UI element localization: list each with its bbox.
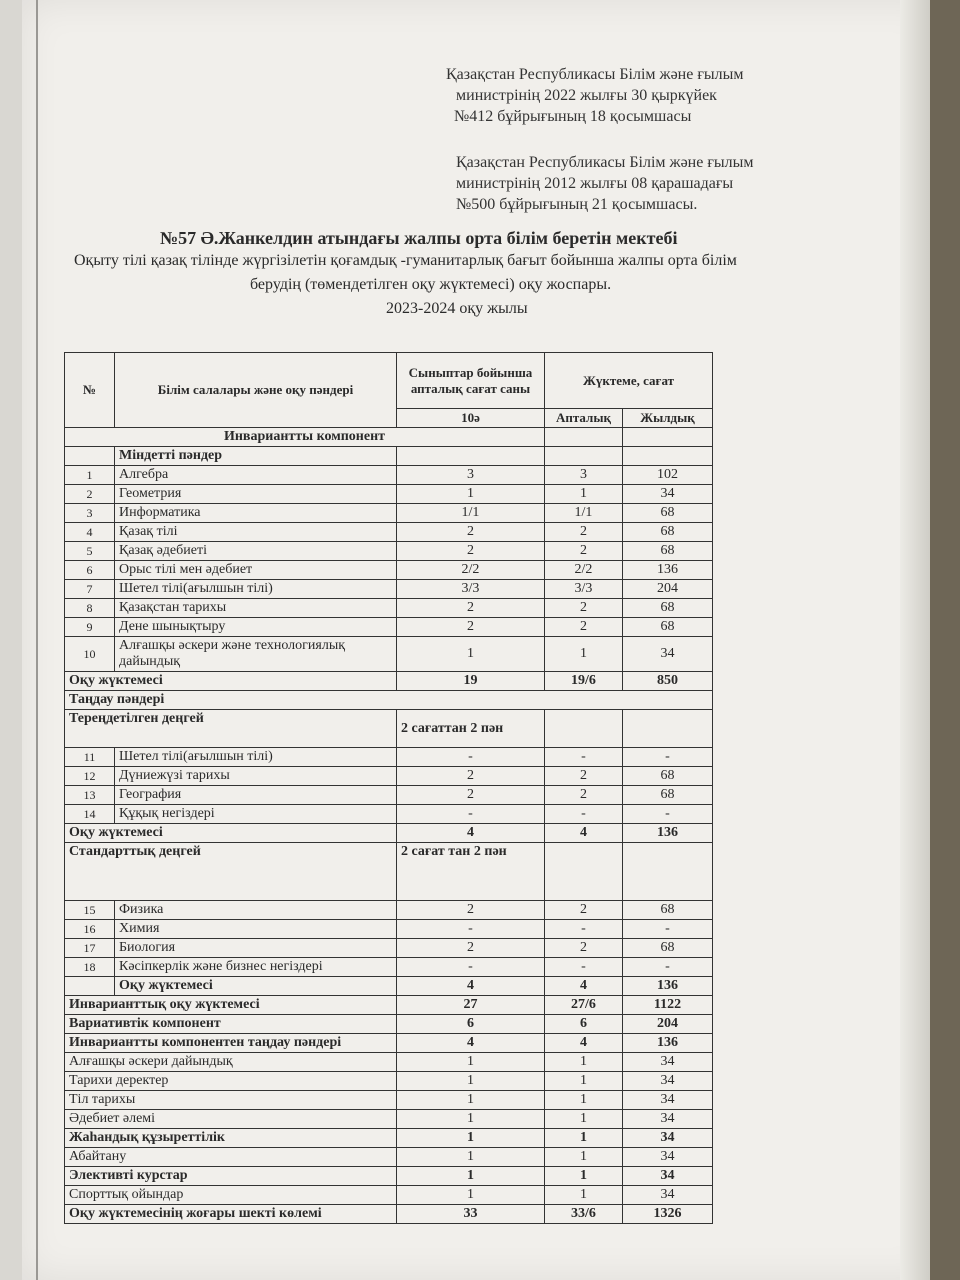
yearly-hours: 34 <box>623 1053 713 1072</box>
table-header-row <box>65 353 713 409</box>
load-row <box>65 977 713 996</box>
weekly-hours-by-class: 1 <box>397 1148 545 1167</box>
weekly-hours: 1 <box>545 1091 623 1110</box>
yearly-hours: 68 <box>623 901 713 920</box>
yearly-hours: 136 <box>623 1034 713 1053</box>
weekly-hours-by-class: 2/2 <box>397 561 545 580</box>
weekly-hours: 1/1 <box>545 504 623 523</box>
col-header-load: Жүктеме, сағат <box>545 353 713 409</box>
row-number: 17 <box>65 939 115 958</box>
section-row <box>65 691 713 710</box>
yearly-hours: 102 <box>623 466 713 485</box>
yearly-hours: 34 <box>623 485 713 504</box>
subject-name: Шетел тілі(ағылшын тілі) <box>115 748 397 767</box>
weekly-hours: 2 <box>545 767 623 786</box>
col-header-number: № <box>65 353 115 428</box>
summary-row <box>65 996 713 1015</box>
weekly-hours-by-class: - <box>397 958 545 977</box>
yearly-hours: 68 <box>623 504 713 523</box>
summary-label: Жаһандық құзыреттілік <box>65 1129 397 1148</box>
weekly-hours-by-class: 1 <box>397 1186 545 1205</box>
weekly-hours-by-class: 2 <box>397 901 545 920</box>
weekly-hours: - <box>545 958 623 977</box>
table-row <box>65 805 713 824</box>
standard-level-note: 2 сағат тан 2 пән <box>397 843 545 901</box>
class-label: 10ә <box>397 409 545 428</box>
table-row <box>65 485 713 504</box>
standard-level-heading: Стандарттық деңгей <box>65 843 397 901</box>
table-row <box>65 637 713 672</box>
weekly-hours: 2 <box>545 939 623 958</box>
yearly-hours: 68 <box>623 786 713 805</box>
summary-row <box>65 1072 713 1091</box>
plan-subtitle-line1: Оқыту тілі қазақ тілінде жүргізілетін қоғамдық -гуманитарлық бағыт бойынша жалпы орта білім <box>74 252 737 269</box>
summary-row <box>65 1053 713 1072</box>
order-line: Қазақстан Республикасы Білім және ғылым <box>456 154 754 171</box>
subject-name: Қазақ әдебиеті <box>115 542 397 561</box>
row-number: 1 <box>65 466 115 485</box>
col-header-weekly: Апталық <box>545 409 623 428</box>
load-weekly-by-class: 19 <box>397 672 545 691</box>
weekly-hours: 3/3 <box>545 580 623 599</box>
load-row <box>65 824 713 843</box>
weekly-hours-by-class: 3/3 <box>397 580 545 599</box>
weekly-hours-by-class: 1 <box>397 1053 545 1072</box>
table-row <box>65 466 713 485</box>
yearly-hours: 34 <box>623 1186 713 1205</box>
weekly-hours: 6 <box>545 1015 623 1034</box>
load-yearly: 850 <box>623 672 713 691</box>
yearly-hours: 68 <box>623 939 713 958</box>
yearly-hours: 34 <box>623 1091 713 1110</box>
yearly-hours: 34 <box>623 1129 713 1148</box>
yearly-hours: 34 <box>623 1167 713 1186</box>
yearly-hours: 34 <box>623 637 713 672</box>
table-row <box>65 618 713 637</box>
page-stack-edge <box>900 0 930 1280</box>
weekly-hours-by-class: 1 <box>397 1110 545 1129</box>
summary-row <box>65 1167 713 1186</box>
advanced-level-heading: Тереңдетілген деңгей <box>65 710 397 748</box>
weekly-hours: 1 <box>545 485 623 504</box>
weekly-hours: 1 <box>545 1186 623 1205</box>
yearly-hours: 68 <box>623 767 713 786</box>
row-number: 4 <box>65 523 115 542</box>
advanced-level-note: 2 сағаттан 2 пән <box>397 710 545 748</box>
subject-name: Химия <box>115 920 397 939</box>
subject-name: Қазақ тілі <box>115 523 397 542</box>
yearly-hours: 34 <box>623 1148 713 1167</box>
summary-row <box>65 1205 713 1224</box>
binding-edge <box>36 0 38 1280</box>
weekly-hours-by-class: 2 <box>397 618 545 637</box>
subject-name: Информатика <box>115 504 397 523</box>
col-header-subject: Білім салалары және оқу пәндері <box>115 353 397 428</box>
table-row <box>65 580 713 599</box>
weekly-hours: 33/6 <box>545 1205 623 1224</box>
yearly-hours: 68 <box>623 542 713 561</box>
weekly-hours-by-class: 4 <box>397 1034 545 1053</box>
summary-label: Вариативтік компонент <box>65 1015 397 1034</box>
weekly-hours: 4 <box>545 1034 623 1053</box>
weekly-hours: 2 <box>545 901 623 920</box>
table-row <box>65 561 713 580</box>
subject-name: Биология <box>115 939 397 958</box>
weekly-hours-by-class: - <box>397 920 545 939</box>
summary-label: Инвариантты компонентен таңдау пәндері <box>65 1034 397 1053</box>
desk-background-right <box>930 0 960 1280</box>
weekly-hours-by-class: - <box>397 805 545 824</box>
weekly-hours-by-class: 1 <box>397 1072 545 1091</box>
load-yearly: 136 <box>623 824 713 843</box>
load-weekly: 19/6 <box>545 672 623 691</box>
table-row <box>65 523 713 542</box>
yearly-hours: 204 <box>623 580 713 599</box>
summary-label: Тарихи деректер <box>65 1072 397 1091</box>
yearly-hours: - <box>623 920 713 939</box>
row-number: 13 <box>65 786 115 805</box>
summary-row <box>65 1091 713 1110</box>
weekly-hours: 2/2 <box>545 561 623 580</box>
curriculum-table <box>64 352 713 1224</box>
row-number: 16 <box>65 920 115 939</box>
load-label: Оқу жүктемесі <box>65 672 397 691</box>
table-row <box>65 786 713 805</box>
order-reference-2022 <box>446 64 744 127</box>
weekly-hours: - <box>545 920 623 939</box>
summary-label: Абайтану <box>65 1148 397 1167</box>
summary-label: Әдебиет әлемі <box>65 1110 397 1129</box>
weekly-hours: 1 <box>545 1053 623 1072</box>
load-label: Оқу жүктемесі <box>115 977 397 996</box>
weekly-hours: 2 <box>545 542 623 561</box>
academic-year: 2023-2024 оқу жылы <box>386 300 528 317</box>
summary-row <box>65 1034 713 1053</box>
summary-rows <box>65 996 713 1224</box>
weekly-hours-by-class: 1 <box>397 1091 545 1110</box>
table-row <box>65 748 713 767</box>
row-number: 12 <box>65 767 115 786</box>
weekly-hours-by-class: 1 <box>397 637 545 672</box>
order-line: министрінің 2012 жылғы 08 қарашадағы <box>456 175 734 192</box>
weekly-hours: 1 <box>545 1167 623 1186</box>
yearly-hours: 34 <box>623 1072 713 1091</box>
yearly-hours: 1326 <box>623 1205 713 1224</box>
weekly-hours-by-class: 27 <box>397 996 545 1015</box>
load-weekly: 4 <box>545 977 623 996</box>
weekly-hours: 2 <box>545 786 623 805</box>
table-row <box>65 920 713 939</box>
subject-name: Дүниежүзі тарихы <box>115 767 397 786</box>
load-weekly: 4 <box>545 824 623 843</box>
weekly-hours: 27/6 <box>545 996 623 1015</box>
table-row <box>65 504 713 523</box>
subject-name: Кәсіпкерлік және бизнес негіздері <box>115 958 397 977</box>
row-number: 7 <box>65 580 115 599</box>
subject-name: География <box>115 786 397 805</box>
yearly-hours: - <box>623 958 713 977</box>
summary-label: Элективті курстар <box>65 1167 397 1186</box>
weekly-hours: 2 <box>545 523 623 542</box>
col-header-weekly-by-class: Сыныптар бойынша апталық сағат саны <box>397 353 545 409</box>
yearly-hours: 68 <box>623 523 713 542</box>
load-weekly-by-class: 4 <box>397 824 545 843</box>
weekly-hours: 1 <box>545 637 623 672</box>
summary-row <box>65 1148 713 1167</box>
summary-row <box>65 1129 713 1148</box>
table-row <box>65 767 713 786</box>
row-number: 3 <box>65 504 115 523</box>
row-number: 6 <box>65 561 115 580</box>
section-row <box>65 843 713 901</box>
summary-label: Оқу жүктемесінің жоғары шекті көлемі <box>65 1205 397 1224</box>
weekly-hours-by-class: 2 <box>397 767 545 786</box>
subject-name: Дене шынықтыру <box>115 618 397 637</box>
table-row <box>65 958 713 977</box>
subject-name: Алгебра <box>115 466 397 485</box>
row-number: 18 <box>65 958 115 977</box>
weekly-hours-by-class: 33 <box>397 1205 545 1224</box>
weekly-hours-by-class: 1/1 <box>397 504 545 523</box>
col-header-yearly: Жылдық <box>623 409 713 428</box>
weekly-hours: 1 <box>545 1148 623 1167</box>
section-row <box>65 447 713 466</box>
summary-label: Инварианттық оқу жүктемесі <box>65 996 397 1015</box>
row-number: 8 <box>65 599 115 618</box>
yearly-hours: 34 <box>623 1110 713 1129</box>
summary-row <box>65 1186 713 1205</box>
plan-subtitle-line2: берудің (төмендетілген оқу жүктемесі) оқу жоспары. <box>250 276 612 293</box>
subject-name: Физика <box>115 901 397 920</box>
order-line: министрінің 2022 жылғы 30 қыркүйек <box>456 87 717 104</box>
summary-row <box>65 1110 713 1129</box>
advanced-subjects <box>65 748 713 824</box>
section-row <box>65 428 713 447</box>
yearly-hours: 204 <box>623 1015 713 1034</box>
load-label: Оқу жүктемесі <box>65 824 397 843</box>
row-number: 10 <box>65 637 115 672</box>
row-number: 11 <box>65 748 115 767</box>
row-number: 14 <box>65 805 115 824</box>
subject-name: Құқық негіздері <box>115 805 397 824</box>
order-reference-2012 <box>456 152 754 215</box>
load-yearly: 136 <box>623 977 713 996</box>
weekly-hours: 2 <box>545 599 623 618</box>
yearly-hours: 68 <box>623 599 713 618</box>
row-number: 9 <box>65 618 115 637</box>
row-number: 15 <box>65 901 115 920</box>
weekly-hours-by-class: - <box>397 748 545 767</box>
yearly-hours: - <box>623 805 713 824</box>
yearly-hours: 68 <box>623 618 713 637</box>
standard-subjects <box>65 901 713 977</box>
yearly-hours: - <box>623 748 713 767</box>
load-row <box>65 672 713 691</box>
weekly-hours-by-class: 2 <box>397 939 545 958</box>
weekly-hours: - <box>545 748 623 767</box>
section-row <box>65 710 713 748</box>
weekly-hours-by-class: 2 <box>397 523 545 542</box>
summary-label: Тіл тарихы <box>65 1091 397 1110</box>
subject-name: Орыс тілі мен әдебиет <box>115 561 397 580</box>
school-title: №57 Ә.Жанкелдин атындағы жалпы орта білім беретін мектебі <box>160 228 678 248</box>
weekly-hours: 3 <box>545 466 623 485</box>
subject-name: Геометрия <box>115 485 397 504</box>
yearly-hours: 136 <box>623 561 713 580</box>
weekly-hours-by-class: 2 <box>397 542 545 561</box>
row-number: 5 <box>65 542 115 561</box>
table-row <box>65 542 713 561</box>
elective-subjects-heading: Таңдау пәндері <box>65 691 713 710</box>
weekly-hours-by-class: 1 <box>397 1167 545 1186</box>
order-line: Қазақстан Республикасы Білім және ғылым <box>446 66 744 83</box>
load-weekly-by-class: 4 <box>397 977 545 996</box>
weekly-hours: 1 <box>545 1129 623 1148</box>
yearly-hours: 1122 <box>623 996 713 1015</box>
subject-name: Қазақстан тарихы <box>115 599 397 618</box>
table-row <box>65 599 713 618</box>
summary-row <box>65 1015 713 1034</box>
weekly-hours-by-class: 2 <box>397 599 545 618</box>
summary-label: Алғашқы әскери дайындық <box>65 1053 397 1072</box>
weekly-hours-by-class: 3 <box>397 466 545 485</box>
weekly-hours: 1 <box>545 1072 623 1091</box>
mandatory-subjects-heading: Міндетті пәндер <box>115 447 397 466</box>
summary-label: Спорттық ойындар <box>65 1186 397 1205</box>
weekly-hours-by-class: 6 <box>397 1015 545 1034</box>
table-row <box>65 901 713 920</box>
table-row <box>65 939 713 958</box>
weekly-hours: 1 <box>545 1110 623 1129</box>
mandatory-subjects <box>65 466 713 672</box>
subject-name: Алғашқы әскери және технологиялық дайындық <box>115 637 397 672</box>
weekly-hours-by-class: 1 <box>397 485 545 504</box>
weekly-hours-by-class: 2 <box>397 786 545 805</box>
subject-name: Шетел тілі(ағылшын тілі) <box>115 580 397 599</box>
invariant-component-heading: Инвариантты компонент <box>65 428 545 447</box>
weekly-hours-by-class: 1 <box>397 1129 545 1148</box>
order-line: №500 бұйрығының 21 қосымшасы. <box>456 196 698 213</box>
row-number: 2 <box>65 485 115 504</box>
order-line: №412 бұйрығының 18 қосымшасы <box>454 108 692 125</box>
weekly-hours: 2 <box>545 618 623 637</box>
weekly-hours: - <box>545 805 623 824</box>
